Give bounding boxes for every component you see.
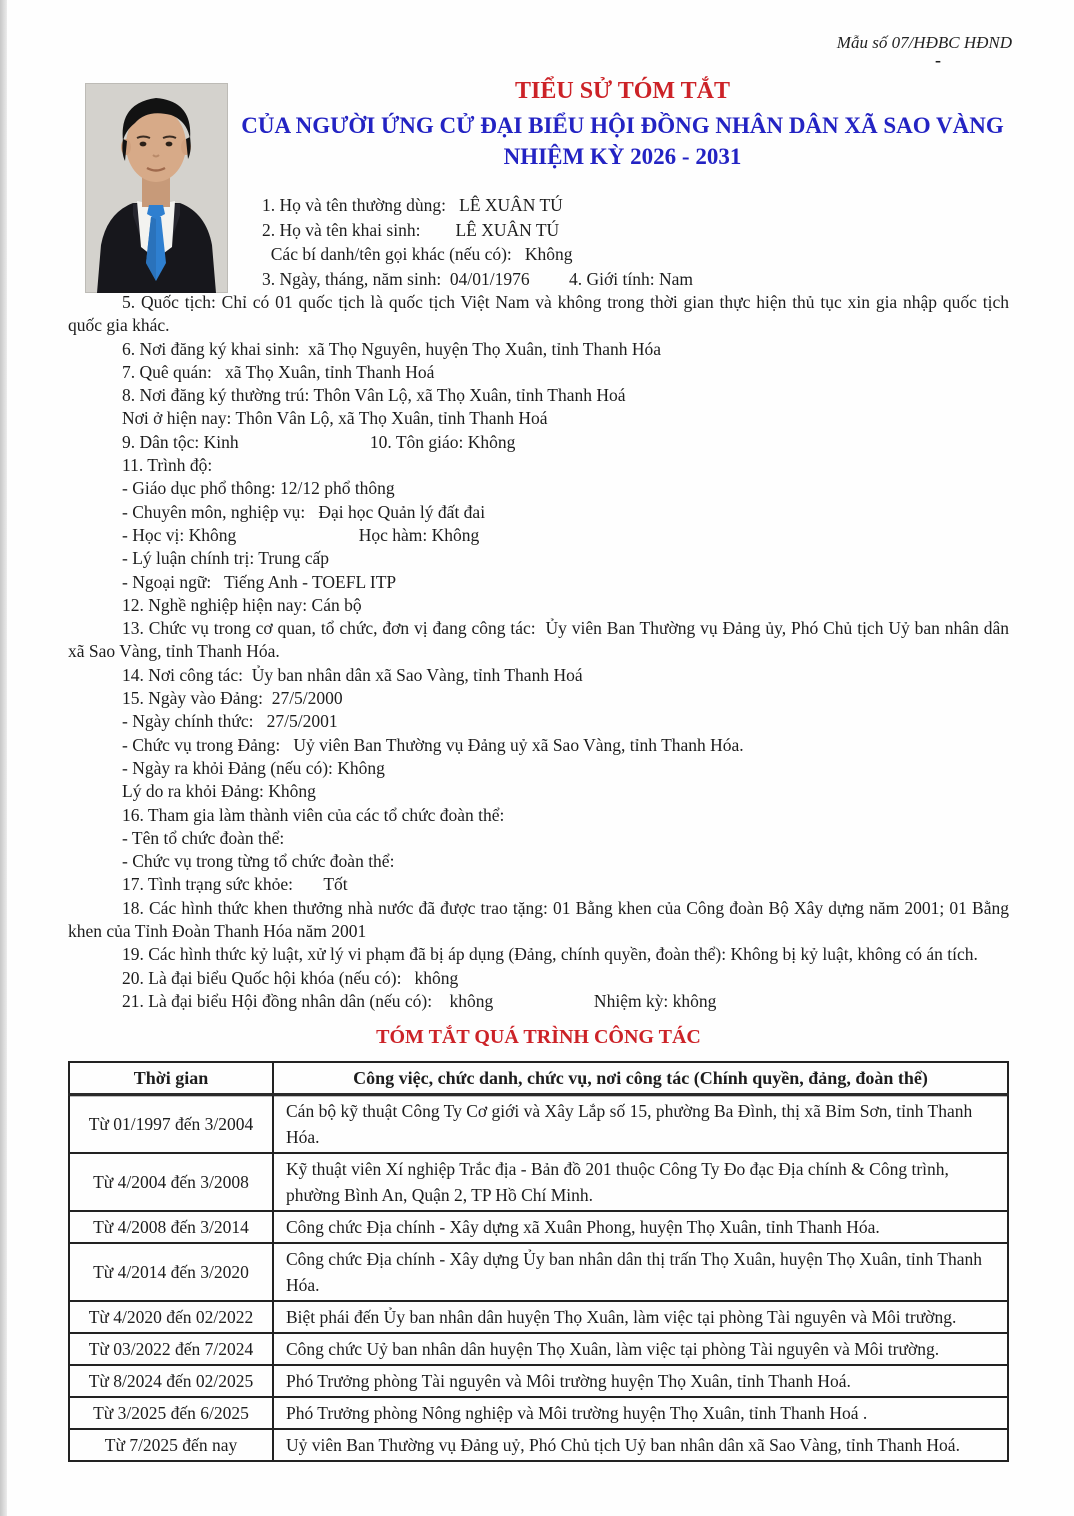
career-period: Từ 01/1997 đến 3/2004 xyxy=(69,1095,273,1154)
detail-line: 12. Nghề nghiệp hiện nay: Cán bộ xyxy=(122,594,362,615)
career-description: Công chức Địa chính - Xây dựng xã Xuân Phong, huyện Thọ Xuân, tỉnh Thanh Hóa. xyxy=(273,1211,1008,1243)
career-row xyxy=(69,1429,1008,1461)
detail-line: 9. Dân tộc: Kinh 10. Tôn giáo: Không xyxy=(122,431,516,452)
career-period: Từ 4/2008 đến 3/2014 xyxy=(69,1211,273,1243)
career-description: Kỹ thuật viên Xí nghiệp Trắc địa - Bản đồ 201 thuộc Công Ty Đo đạc Địa chính & Công trình, phường Bình An, Quận 2, TP Hồ Chí Minh. xyxy=(273,1153,1008,1211)
identity-line: Các bí danh/tên gọi khác (nếu có): Không xyxy=(262,244,573,265)
detail-line: - Chức vụ trong từng tổ chức đoàn thể: xyxy=(122,851,395,872)
career-row xyxy=(69,1301,1008,1333)
identity-line: 3. Ngày, tháng, năm sinh: 04/01/1976 4. Giới tính: Nam xyxy=(262,268,694,289)
document-subtitle-line2: NHIỆM KỲ 2026 - 2031 xyxy=(503,144,742,169)
detail-line: 15. Ngày vào Đảng: 27/5/2000 xyxy=(122,688,343,709)
detail-line: Lý do ra khỏi Đảng: Không xyxy=(122,781,316,802)
career-period: Từ 8/2024 đến 02/2025 xyxy=(69,1365,273,1397)
career-header-period: Thời gian xyxy=(69,1062,273,1095)
scan-edge-shadow xyxy=(0,0,7,1516)
detail-line: 11. Trình độ: xyxy=(122,455,213,476)
portrait-illustration xyxy=(85,83,228,293)
details-block xyxy=(68,291,1014,1013)
detail-line: 14. Nơi công tác: Ủy ban nhân dân xã Sao Vàng, tỉnh Thanh Hoá xyxy=(122,664,583,685)
career-row xyxy=(69,1397,1008,1429)
detail-line: - Ngoại ngữ: Tiếng Anh - TOEFL ITP xyxy=(122,571,397,592)
detail-line: - Ngày ra khỏi Đảng (nếu có): Không xyxy=(122,757,385,778)
career-row xyxy=(69,1333,1008,1365)
detail-line: - Tên tổ chức đoàn thể: xyxy=(122,827,285,848)
document-header xyxy=(235,76,1010,172)
detail-line: - Lý luận chính trị: Trung cấp xyxy=(122,548,330,569)
career-description: Công chức Uỷ ban nhân dân huyện Thọ Xuân, làm việc tại phòng Tài nguyên và Môi trường. xyxy=(273,1333,1008,1365)
detail-line: - Chuyên môn, nghiệp vụ: Đại học Quản lý đất đai xyxy=(122,501,486,522)
career-period: Từ 4/2020 đến 02/2022 xyxy=(69,1301,273,1333)
candidate-portrait-photo xyxy=(85,83,228,293)
document-title: TIỂU SỬ TÓM TẮT xyxy=(515,78,730,104)
form-code-label: Mẫu số 07/HĐBC HĐND xyxy=(836,33,1012,52)
detail-line: - Học vị: Không Học hàm: Không xyxy=(122,524,480,545)
detail-line: 5. Quốc tịch: Chỉ có 01 quốc tịch là quốc tịch Việt Nam và không trong thời gian thực hiện thủ tục xin gia nhập quốc tịch quốc gia khác. xyxy=(68,292,1014,336)
career-row xyxy=(69,1365,1008,1397)
detail-line: 17. Tình trạng sức khỏe: Tốt xyxy=(122,874,348,895)
career-header-row xyxy=(69,1062,1008,1095)
career-row xyxy=(69,1095,1008,1154)
detail-line: - Ngày chính thức: 27/5/2001 xyxy=(122,711,338,732)
career-table-body xyxy=(69,1095,1008,1462)
detail-line: 18. Các hình thức khen thưởng nhà nước đã được trao tặng: 01 Bằng khen của Công đoàn Bộ Xây dựng năm 2001; 01 Bằng khen của Tỉnh Đoàn Thanh Hóa năm 2001 xyxy=(68,897,1014,942)
detail-line: 20. Là đại biểu Quốc hội khóa (nếu có): không xyxy=(122,967,459,988)
career-row xyxy=(69,1153,1008,1211)
career-history-table xyxy=(68,1061,1009,1462)
detail-line: 7. Quê quán: xã Thọ Xuân, tỉnh Thanh Hoá xyxy=(122,361,435,382)
career-row xyxy=(69,1211,1008,1243)
detail-line: Nơi ở hiện nay: Thôn Vân Lộ, xã Thọ Xuân, tỉnh Thanh Hoá xyxy=(122,408,548,429)
career-header-description: Công việc, chức danh, chức vụ, nơi công tác (Chính quyền, đảng, đoàn thể) xyxy=(273,1062,1008,1095)
career-description: Công chức Địa chính - Xây dựng Ủy ban nhân dân thị trấn Thọ Xuân, huyện Thọ Xuân, tỉnh Thanh Hóa. xyxy=(273,1243,1008,1301)
identity-line: 1. Họ và tên thường dùng: LÊ XUÂN TÚ xyxy=(262,195,563,215)
detail-line: - Chức vụ trong Đảng: Uỷ viên Ban Thường vụ Đảng uỷ xã Sao Vàng, tỉnh Thanh Hóa. xyxy=(122,734,744,755)
detail-line: 6. Nơi đăng ký khai sinh: xã Thọ Nguyên, huyện Thọ Xuân, tỉnh Thanh Hóa xyxy=(122,338,662,359)
identity-block xyxy=(262,193,1010,291)
career-description: Biệt phái đến Ủy ban nhân dân huyện Thọ Xuân, làm việc tại phòng Tài nguyên và Môi trường. xyxy=(273,1301,1008,1333)
career-row xyxy=(69,1243,1008,1301)
career-period: Từ 4/2004 đến 3/2008 xyxy=(69,1153,273,1211)
career-table-head xyxy=(69,1062,1008,1095)
career-description: Phó Trưởng phòng Tài nguyên và Môi trường huyện Thọ Xuân, tỉnh Thanh Hoá. xyxy=(273,1365,1008,1397)
detail-line: 16. Tham gia làm thành viên của các tổ chức đoàn thể: xyxy=(122,804,505,825)
detail-line: - Giáo dục phổ thông: 12/12 phổ thông xyxy=(122,478,395,499)
document-subtitle-line1: CỦA NGƯỜI ỨNG CỬ ĐẠI BIỂU HỘI ĐỒNG NHÂN DÂN XÃ SAO VÀNG xyxy=(241,113,1004,138)
career-period: Từ 03/2022 đến 7/2024 xyxy=(69,1333,273,1365)
identity-line: 2. Họ và tên khai sinh: LÊ XUÂN TÚ xyxy=(262,219,560,240)
detail-line: 8. Nơi đăng ký thường trú: Thôn Vân Lộ, xã Thọ Xuân, tỉnh Thanh Hoá xyxy=(122,385,626,406)
career-period: Từ 3/2025 đến 6/2025 xyxy=(69,1397,273,1429)
career-period: Từ 7/2025 đến nay xyxy=(69,1429,273,1461)
detail-line: 21. Là đại biểu Hội đồng nhân dân (nếu có): không Nhiệm kỳ: không xyxy=(122,990,717,1011)
career-description: Phó Trưởng phòng Nông nghiệp và Môi trường huyện Thọ Xuân, tỉnh Thanh Hoá . xyxy=(273,1397,1008,1429)
detail-line: 13. Chức vụ trong cơ quan, tổ chức, đơn vị đang công tác: Ủy viên Ban Thường vụ Đảng ủy, Phó Chủ tịch Uỷ ban nhân dân xã Sao Vàng, tỉnh Thanh Hóa. xyxy=(68,618,1014,662)
career-period: Từ 4/2014 đến 3/2020 xyxy=(69,1243,273,1301)
career-section-heading: TÓM TẮT QUÁ TRÌNH CÔNG TÁC xyxy=(376,1026,701,1048)
detail-line: 19. Các hình thức kỷ luật, xử lý vi phạm đã bị áp dụng (Đảng, chính quyền, đoàn thể): Không bị kỷ luật, không có án tích. xyxy=(122,944,978,965)
career-description: Uỷ viên Ban Thường vụ Đảng uỷ, Phó Chủ tịch Uỷ ban nhân dân xã Sao Vàng, tỉnh Thanh Hoá. xyxy=(273,1429,1008,1461)
corner-dash-mark: - xyxy=(935,50,941,70)
career-description: Cán bộ kỹ thuật Công Ty Cơ giới và Xây Lắp số 15, phường Ba Đình, thị xã Bỉm Sơn, tỉnh Thanh Hóa. xyxy=(273,1095,1008,1154)
